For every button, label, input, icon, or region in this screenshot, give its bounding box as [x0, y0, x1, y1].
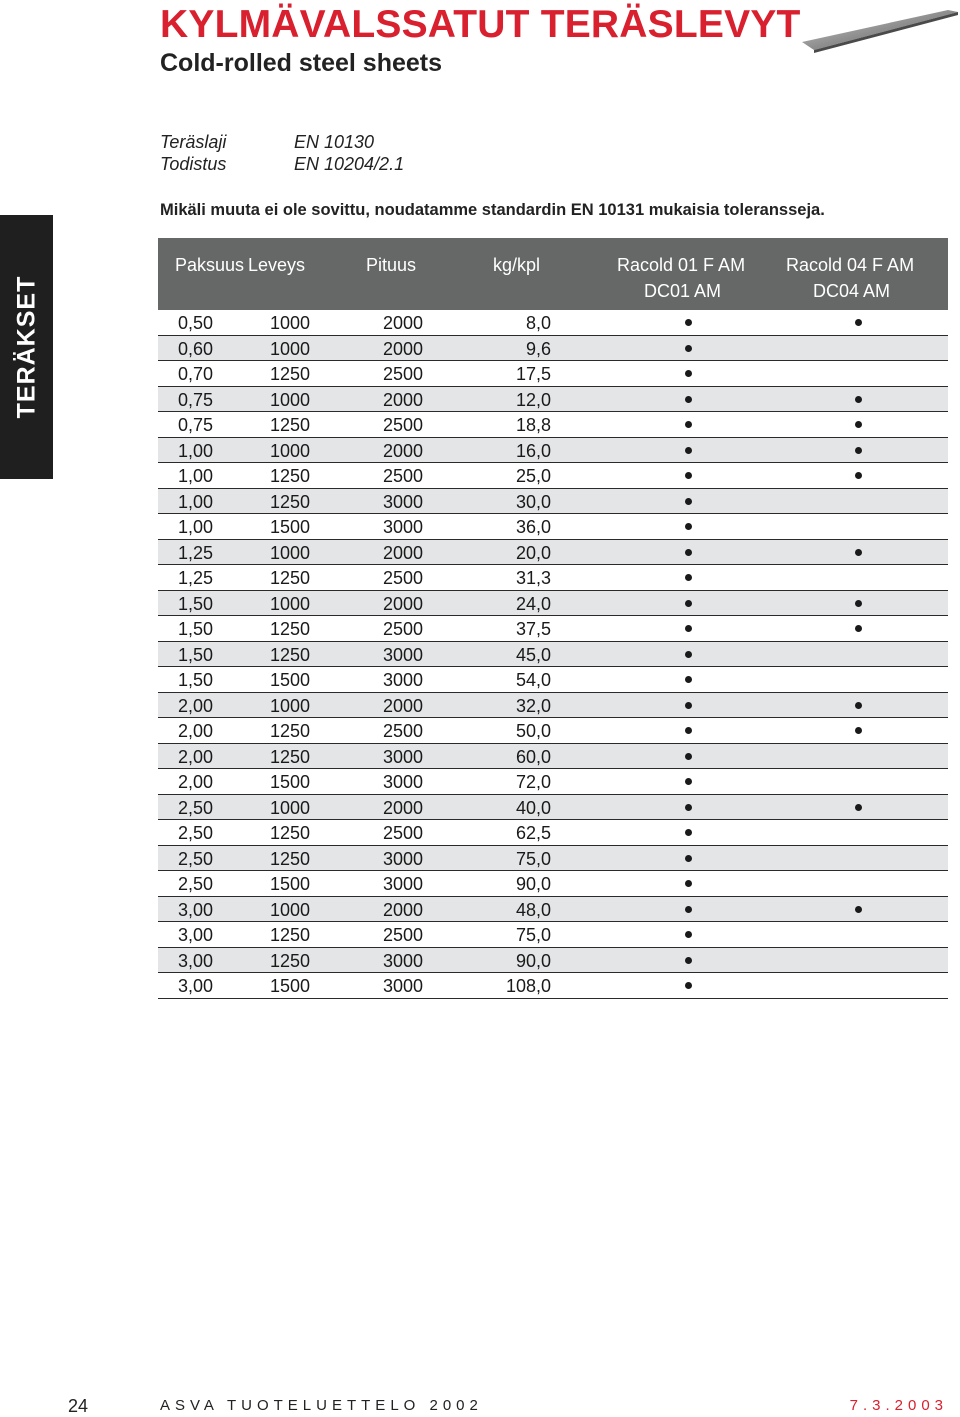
cell-paksuus: 1,25	[178, 568, 214, 588]
cell-paksuus: 2,50	[178, 874, 214, 894]
cell-paksuus: 3,00	[178, 925, 214, 945]
cell-pituus: 2000	[383, 899, 424, 920]
cell-leveys: 1250	[270, 823, 311, 843]
cell-kg: 8,0	[525, 313, 551, 333]
availability-dot-dc01	[685, 472, 692, 479]
cell-paksuus: 1,25	[178, 542, 214, 563]
page-subtitle: Cold-rolled steel sheets	[160, 49, 443, 77]
cell-leveys: 1250	[270, 721, 311, 741]
table-row	[158, 616, 948, 642]
cell-paksuus: 2,50	[178, 848, 214, 869]
cell-paksuus: 1,50	[178, 593, 214, 614]
cell-leveys: 1500	[270, 874, 311, 894]
table-row	[158, 642, 948, 668]
cell-kg: 25,0	[515, 466, 551, 486]
table-row	[158, 514, 948, 540]
table-row	[158, 897, 948, 923]
cell-kg: 62,5	[515, 823, 551, 843]
table-row	[158, 565, 948, 591]
availability-dot-dc01	[685, 549, 692, 556]
header-racold01: Racold 01 F AM	[617, 255, 746, 275]
availability-dot-dc04	[855, 421, 862, 428]
cell-pituus: 2000	[383, 389, 424, 410]
header-leveys: Leveys	[248, 255, 306, 275]
cell-kg: 75,0	[515, 925, 551, 945]
cell-paksuus: 1,00	[178, 517, 214, 537]
availability-dot-dc01	[685, 982, 692, 989]
cell-pituus: 3000	[383, 976, 424, 996]
availability-dot-dc01	[685, 778, 692, 785]
cell-kg: 37,5	[515, 619, 551, 639]
table-row	[158, 463, 948, 489]
cell-pituus: 2000	[383, 313, 424, 333]
availability-dot-dc04	[855, 804, 862, 811]
table-row	[158, 387, 948, 413]
cell-kg: 90,0	[515, 950, 551, 971]
availability-dot-dc04	[855, 396, 862, 403]
cell-kg: 20,0	[515, 542, 551, 563]
availability-dot-dc04	[855, 906, 862, 913]
page-title: KYLMÄVALSSATUT TERÄSLEVYT	[160, 3, 801, 46]
cell-leveys: 1250	[270, 415, 311, 435]
table-row	[158, 693, 948, 719]
cell-pituus: 2500	[383, 364, 424, 384]
cell-pituus: 3000	[383, 950, 424, 971]
cell-pituus: 2000	[383, 695, 424, 716]
cell-pituus: 3000	[383, 874, 424, 894]
cell-paksuus: 0,70	[178, 364, 214, 384]
header-paksuus: Paksuus	[175, 255, 245, 275]
cell-paksuus: 0,75	[178, 389, 214, 410]
cell-paksuus: 0,60	[178, 338, 214, 359]
cell-leveys: 1250	[270, 950, 311, 971]
cell-kg: 31,3	[515, 568, 551, 588]
cell-kg: 12,0	[515, 389, 551, 410]
tolerance-note: Mikäli muuta ei ole sovittu, noudatamme standardin EN 10131 mukaisia toleransseja.	[160, 201, 825, 219]
table-row	[158, 871, 948, 897]
cell-leveys: 1250	[270, 848, 311, 869]
table-row	[158, 438, 948, 464]
availability-dot-dc01	[685, 855, 692, 862]
table-row	[158, 744, 948, 770]
availability-dot-dc01	[685, 957, 692, 964]
availability-dot-dc01	[685, 727, 692, 734]
availability-dot-dc01	[685, 702, 692, 709]
availability-dot-dc01	[685, 804, 692, 811]
cell-paksuus: 1,50	[178, 670, 214, 690]
cell-paksuus: 3,00	[178, 899, 214, 920]
cell-pituus: 3000	[383, 746, 424, 767]
spec-label: Teräslaji	[160, 132, 227, 152]
cell-paksuus: 2,50	[178, 797, 214, 818]
cell-paksuus: 1,50	[178, 644, 214, 665]
cell-pituus: 3000	[383, 848, 424, 869]
availability-dot-dc04	[855, 625, 862, 632]
cell-kg: 36,0	[515, 517, 551, 537]
cell-leveys: 1250	[270, 925, 311, 945]
table-row	[158, 820, 948, 846]
availability-dot-dc01	[685, 574, 692, 581]
cell-leveys: 1000	[270, 593, 311, 614]
cell-leveys: 1500	[270, 976, 311, 996]
availability-dot-dc01	[685, 829, 692, 836]
cell-leveys: 1250	[270, 619, 311, 639]
availability-dot-dc01	[685, 625, 692, 632]
header-dc01: DC01 AM	[644, 281, 722, 301]
availability-dot-dc01	[685, 421, 692, 428]
availability-dot-dc04	[855, 702, 862, 709]
cell-leveys: 1500	[270, 517, 311, 537]
cell-kg: 54,0	[515, 670, 551, 690]
cell-kg: 90,0	[515, 874, 551, 894]
cell-paksuus: 1,00	[178, 491, 214, 512]
availability-dot-dc01	[685, 319, 692, 326]
table-row	[158, 336, 948, 362]
catalog-name: ASVA TUOTELUETTELO 2002	[160, 1397, 483, 1414]
catalog-date: 7.3.2003	[849, 1397, 948, 1414]
availability-dot-dc01	[685, 676, 692, 683]
cell-paksuus: 2,00	[178, 695, 214, 716]
cell-paksuus: 1,00	[178, 440, 214, 461]
table-row	[158, 769, 948, 795]
cell-leveys: 1000	[270, 440, 311, 461]
cell-pituus: 2000	[383, 542, 424, 563]
cell-paksuus: 1,50	[178, 619, 214, 639]
cell-kg: 48,0	[515, 899, 551, 920]
availability-dot-dc04	[855, 319, 862, 326]
spec-value: EN 10204/2.1	[294, 154, 405, 174]
availability-dot-dc01	[685, 931, 692, 938]
cell-leveys: 1250	[270, 466, 311, 486]
availability-dot-dc01	[685, 523, 692, 530]
header-dc04: DC04 AM	[813, 281, 891, 301]
spec-label: Todistus	[160, 154, 227, 174]
cell-kg: 24,0	[515, 593, 551, 614]
page-number: 24	[68, 1396, 89, 1416]
table-row	[158, 922, 948, 948]
table-row	[158, 973, 948, 999]
cell-kg: 40,0	[515, 797, 551, 818]
cell-paksuus: 2,00	[178, 772, 214, 792]
table-header	[158, 238, 948, 310]
cell-pituus: 2000	[383, 338, 424, 359]
cell-pituus: 2500	[383, 721, 424, 741]
cell-pituus: 3000	[383, 644, 424, 665]
cell-leveys: 1000	[270, 899, 311, 920]
table-row	[158, 948, 948, 974]
section-tab[interactable]	[0, 215, 53, 479]
cell-leveys: 1000	[270, 695, 311, 716]
cell-kg: 18,8	[515, 415, 551, 435]
cell-pituus: 3000	[383, 670, 424, 690]
cell-pituus: 2500	[383, 415, 424, 435]
cell-pituus: 2000	[383, 593, 424, 614]
cell-paksuus: 3,00	[178, 950, 214, 971]
cell-pituus: 2500	[383, 925, 424, 945]
cell-paksuus: 2,00	[178, 721, 214, 741]
cell-leveys: 1000	[270, 389, 311, 410]
cell-kg: 16,0	[515, 440, 551, 461]
cell-pituus: 2000	[383, 440, 424, 461]
header-racold04: Racold 04 F AM	[786, 255, 915, 275]
table-row	[158, 718, 948, 744]
cell-paksuus: 3,00	[178, 976, 214, 996]
cell-pituus: 2000	[383, 797, 424, 818]
cell-paksuus: 2,50	[178, 823, 214, 843]
cell-kg: 45,0	[515, 644, 551, 665]
table-row	[158, 412, 948, 438]
availability-dot-dc01	[685, 906, 692, 913]
availability-dot-dc01	[685, 447, 692, 454]
availability-dot-dc01	[685, 396, 692, 403]
cell-leveys: 1500	[270, 772, 311, 792]
availability-dot-dc01	[685, 600, 692, 607]
cell-leveys: 1250	[270, 568, 311, 588]
cell-leveys: 1500	[270, 670, 311, 690]
cell-leveys: 1000	[270, 542, 311, 563]
cell-pituus: 2500	[383, 466, 424, 486]
table-row	[158, 361, 948, 387]
spec-value: EN 10130	[294, 132, 375, 152]
cell-pituus: 3000	[383, 517, 424, 537]
cell-kg: 17,5	[515, 364, 551, 384]
cell-kg: 32,0	[515, 695, 551, 716]
availability-dot-dc01	[685, 880, 692, 887]
cell-pituus: 2500	[383, 568, 424, 588]
product-table	[158, 238, 948, 999]
table-body	[158, 310, 948, 999]
table-row	[158, 540, 948, 566]
table-row	[158, 795, 948, 821]
cell-pituus: 2500	[383, 823, 424, 843]
table-row	[158, 846, 948, 872]
availability-dot-dc04	[855, 727, 862, 734]
cell-paksuus: 0,50	[178, 313, 214, 333]
section-tab-label: TERÄKSET	[12, 275, 40, 419]
cell-leveys: 1000	[270, 338, 311, 359]
cell-kg: 50,0	[515, 721, 551, 741]
cell-kg: 72,0	[515, 772, 551, 792]
header-kg: kg/kpl	[493, 255, 541, 275]
availability-dot-dc04	[855, 549, 862, 556]
cell-kg: 30,0	[515, 491, 551, 512]
cell-leveys: 1250	[270, 364, 311, 384]
table-row	[158, 489, 948, 515]
cell-leveys: 1250	[270, 491, 311, 512]
cell-pituus: 3000	[383, 491, 424, 512]
cell-leveys: 1000	[270, 313, 311, 333]
cell-pituus: 2500	[383, 619, 424, 639]
table-row	[158, 310, 948, 336]
table-row	[158, 667, 948, 693]
availability-dot-dc01	[685, 370, 692, 377]
cell-paksuus: 1,00	[178, 466, 214, 486]
cell-kg: 60,0	[515, 746, 551, 767]
table-row	[158, 591, 948, 617]
availability-dot-dc04	[855, 600, 862, 607]
availability-dot-dc01	[685, 753, 692, 760]
header-pituus: Pituus	[366, 255, 417, 275]
cell-paksuus: 0,75	[178, 415, 214, 435]
cell-leveys: 1250	[270, 746, 311, 767]
cell-paksuus: 2,00	[178, 746, 214, 767]
cell-kg: 75,0	[515, 848, 551, 869]
availability-dot-dc01	[685, 651, 692, 658]
cell-leveys: 1250	[270, 644, 311, 665]
steel-sheet-image	[800, 4, 960, 56]
availability-dot-dc01	[685, 345, 692, 352]
availability-dot-dc04	[855, 472, 862, 479]
cell-leveys: 1000	[270, 797, 311, 818]
availability-dot-dc01	[685, 498, 692, 505]
availability-dot-dc04	[855, 447, 862, 454]
cell-kg: 108,0	[505, 976, 551, 996]
cell-pituus: 3000	[383, 772, 424, 792]
cell-kg: 9,6	[525, 338, 551, 359]
